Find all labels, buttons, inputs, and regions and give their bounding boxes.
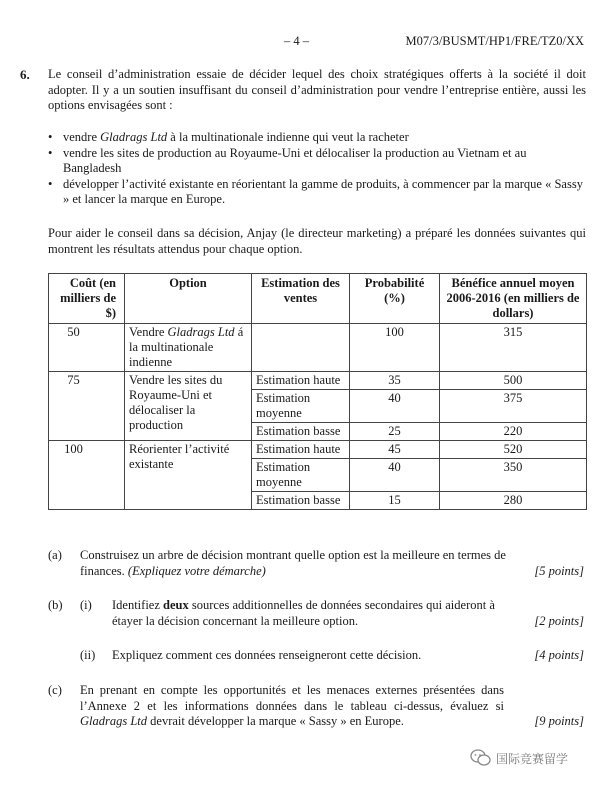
cell-option: Vendre les sites du Royaume-Uni et délocaliser la production [125,372,252,441]
part-c-points: [9 points] [534,714,584,728]
cell-profit: 315 [440,324,587,372]
cell-profit: 220 [440,423,587,441]
cell-sales [252,324,350,372]
cell-sales: Estimation basse [252,492,350,510]
cell-sales: Estimation moyenne [252,459,350,492]
part-label: (c) [48,683,62,697]
cell-profit: 280 [440,492,587,510]
header-option: Option [125,274,252,324]
exam-code: M07/3/BUSMT/HP1/FRE/TZ0/XX [405,34,584,48]
cell-probability: 45 [350,441,440,459]
watermark [470,746,600,770]
table-row [49,324,587,372]
header-probability: Probabilité (%) [350,274,440,324]
page-number: – 4 – [284,34,309,48]
subpart-label: (i) [80,598,92,612]
cell-cost: 75 [49,372,125,441]
table-row [49,372,587,390]
list-item: • développer l’activité existante en réorientant la gamme de produits, à commencer par la marque « Sassy » et lancer la marque en Europe. [48,176,583,206]
cell-sales: Estimation haute [252,372,350,390]
cell-sales: Estimation haute [252,441,350,459]
table-row [49,441,587,459]
bullet-icon: • [48,145,53,160]
part-b-i-points: [2 points] [534,613,584,628]
cell-profit: 500 [440,372,587,390]
cell-cost: 50 [49,324,125,372]
cell-probability: 15 [350,492,440,510]
part-c-text: En prenant en compte les opportunités et les menaces externes présentées dans l’Annexe 2 et les informations données dans le tableau ci-dessus, évaluez si Gladrags Ltd devrait développer la marque « Sassy » en Europe. [80,683,504,728]
table-intro: Pour aider le conseil dans sa décision, Anjay (le directeur marketing) a préparé les données suivantes qui montrent les résultats attendus pour chaque option. [48,226,586,256]
part-label: (b) [48,598,63,612]
wechat-icon [470,748,492,768]
question-intro: Le conseil d’administration essaie de décider lequel des choix stratégiques offerts à la société il doit adopter. Il y a un soutien insuffisant du conseil d’administration pour vendre l’entreprise entière, aussi les options envisagées sont : [48,67,586,112]
list-item: • vendre les sites de production au Royaume-Uni et délocaliser la production au Vietnam et au Bangladesh [48,145,527,175]
cell-probability: 40 [350,390,440,423]
cell-probability: 25 [350,423,440,441]
part-b-i-text: Identifiez deux sources additionnelles de données secondaires qui aideront à étayer la décision concernant la meilleure option. [112,598,495,628]
part-a-text: Construisez un arbre de décision montrant quelle option est la meilleure en termes de finances. (Expliquez votre démarche) [80,548,506,578]
table-header-row [49,274,587,324]
subpart-label: (ii) [80,648,96,662]
part-b-ii-text: Expliquez comment ces données renseigneront cette décision. [112,648,422,662]
options-table [48,273,587,510]
part-a-points: [5 points] [534,563,584,578]
cell-sales: Estimation moyenne [252,390,350,423]
options-list [48,130,586,208]
watermark-text: 国际竞赛留学 [496,751,569,766]
question-number: 6. [20,67,30,82]
bullet-icon: • [48,130,53,144]
cell-cost: 100 [49,441,125,510]
header-cost: Coût (en milliers de $) [49,274,125,324]
cell-option: Réorienter l’activité existante [125,441,252,510]
cell-option: Vendre Gladrags Ltd á la multinationale indienne [125,324,252,372]
cell-profit: 375 [440,390,587,423]
header-profit: Bénéfice annuel moyen 2006-2016 (en milliers de dollars) [440,274,587,324]
cell-probability: 40 [350,459,440,492]
part-b-ii-points: [4 points] [534,648,584,662]
cell-probability: 100 [350,324,440,372]
cell-profit: 350 [440,459,587,492]
header-sales: Estimation des ventes [252,274,350,324]
bullet-icon: • [48,176,53,191]
cell-probability: 35 [350,372,440,390]
list-item: • vendre Gladrags Ltd à la multinationale indienne qui veut la racheter [48,130,409,144]
cell-sales: Estimation basse [252,423,350,441]
cell-profit: 520 [440,441,587,459]
part-label: (a) [48,548,62,562]
